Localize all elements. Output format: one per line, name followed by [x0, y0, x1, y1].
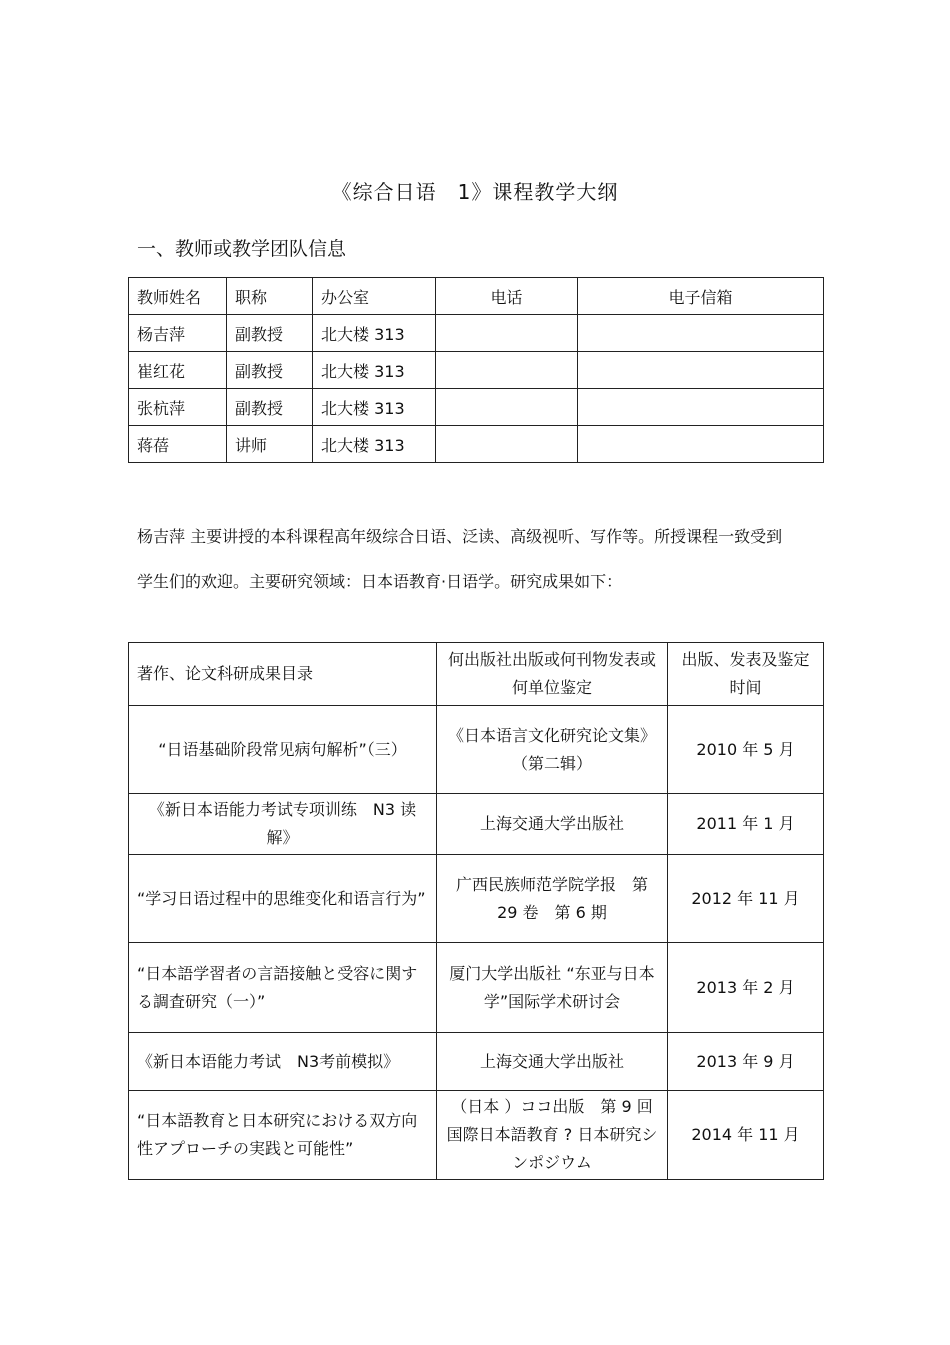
teacher-name: 张杭萍 — [129, 389, 227, 426]
publish-date: 2011 年 1 月 — [668, 794, 824, 855]
table-row — [129, 315, 824, 352]
teacher-email — [578, 352, 824, 389]
table-header-row — [129, 278, 824, 315]
publisher: 厦门大学出版社 “东亚与日本学”国际学术研讨会 — [437, 943, 668, 1033]
section-heading-teachers: 一、教师或教学团队信息 — [137, 238, 347, 260]
column-header: 职称 — [227, 278, 313, 315]
publish-date: 2013 年 9 月 — [668, 1033, 824, 1091]
publisher: 上海交通大学出版社 — [437, 1033, 668, 1091]
work-title: “日本語学習者の言語接触と受容に関する調査研究（一）” — [129, 943, 437, 1033]
teacher-title: 副教授 — [227, 389, 313, 426]
research-results-table — [128, 642, 824, 1180]
table-header-row — [129, 643, 824, 706]
teacher-office: 北大楼 313 — [313, 315, 436, 352]
teacher-office: 北大楼 313 — [313, 352, 436, 389]
table-row — [129, 943, 824, 1033]
publish-date: 2010 年 5 月 — [668, 706, 824, 794]
table-row — [129, 855, 824, 943]
table-row — [129, 706, 824, 794]
teacher-phone — [436, 352, 578, 389]
teacher-title: 讲师 — [227, 426, 313, 463]
table-row — [129, 794, 824, 855]
teacher-title: 副教授 — [227, 315, 313, 352]
teacher-title: 副教授 — [227, 352, 313, 389]
work-title: 《新日本语能力考试专项训练 N3 读解》 — [129, 794, 437, 855]
teacher-email — [578, 426, 824, 463]
table-row — [129, 426, 824, 463]
publish-date: 2012 年 11 月 — [668, 855, 824, 943]
page-title: 《综合日语 1》课程教学大纲 — [331, 180, 619, 204]
publisher: 上海交通大学出版社 — [437, 794, 668, 855]
work-title: “日本語教育と日本研究における双方向性アプローチの実践と可能性” — [129, 1091, 437, 1180]
teacher-email — [578, 389, 824, 426]
teacher-office: 北大楼 313 — [313, 426, 436, 463]
work-title: 《新日本语能力考试 N3考前模拟》 — [129, 1033, 437, 1091]
column-header: 出版、发表及鉴定时间 — [668, 643, 824, 706]
table-row — [129, 1033, 824, 1091]
teacher-email — [578, 315, 824, 352]
work-title: “学习日语过程中的思维变化和语言行为” — [129, 855, 437, 943]
publish-date: 2014 年 11 月 — [668, 1091, 824, 1180]
teacher-phone — [436, 315, 578, 352]
teacher-info-table — [128, 277, 824, 463]
column-header: 教师姓名 — [129, 278, 227, 315]
publisher: 《日本语言文化研究论文集》（第二辑） — [437, 706, 668, 794]
publisher: （日本 ）ココ出版 第 9 回国際日本語教育 ? 日本研究シンポジウム — [437, 1091, 668, 1180]
teacher-phone — [436, 426, 578, 463]
publish-date: 2013 年 2 月 — [668, 943, 824, 1033]
table-row — [129, 1091, 824, 1180]
column-header: 办公室 — [313, 278, 436, 315]
publisher: 广西民族师范学院学报 第 29 卷 第 6 期 — [437, 855, 668, 943]
column-header: 电子信箱 — [578, 278, 824, 315]
teacher-name: 蒋蓓 — [129, 426, 227, 463]
table-row — [129, 352, 824, 389]
teacher-phone — [436, 389, 578, 426]
intro-paragraph: 杨吉萍 主要讲授的本科课程高年级综合日语、泛读、高级视听、写作等。所授课程一致受到学生们的欢迎。主要研究领域：日本语教育·日语学。研究成果如下： — [137, 527, 783, 591]
column-header: 电话 — [436, 278, 578, 315]
work-title: “日语基础阶段常见病句解析”（三） — [129, 706, 437, 794]
column-header: 著作、论文科研成果目录 — [129, 643, 437, 706]
table-row — [129, 389, 824, 426]
teacher-name: 杨吉萍 — [129, 315, 227, 352]
teacher-name: 崔红花 — [129, 352, 227, 389]
teacher-office: 北大楼 313 — [313, 389, 436, 426]
column-header: 何出版社出版或何刊物发表或何单位鉴定 — [437, 643, 668, 706]
